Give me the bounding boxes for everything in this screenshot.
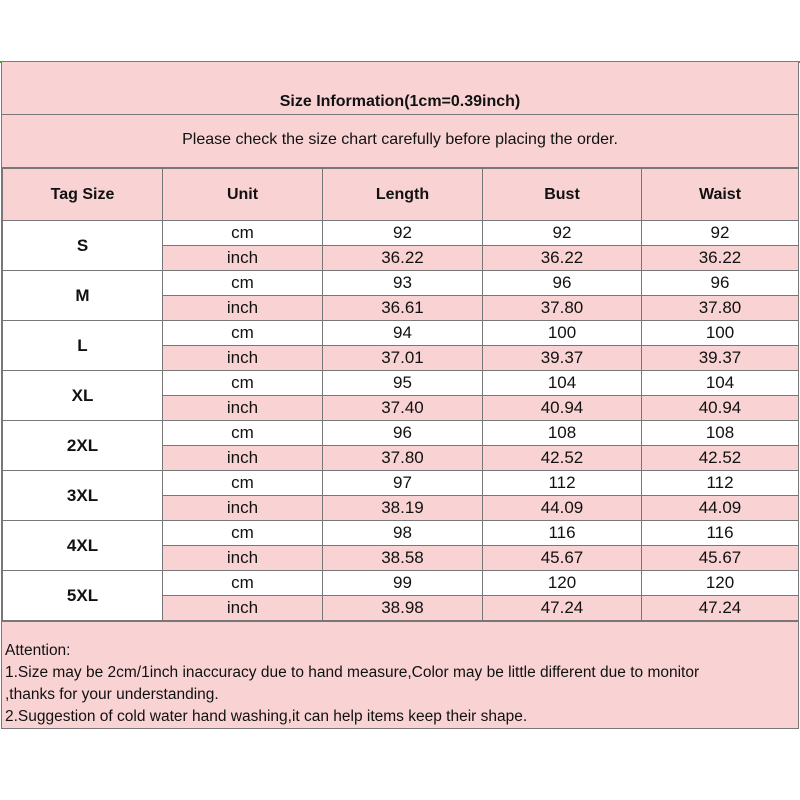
length-cell: 36.22 — [323, 246, 483, 271]
tag-size-cell: M — [3, 271, 163, 321]
bust-cell: 36.22 — [483, 246, 642, 271]
unit-cell: inch — [163, 446, 323, 471]
bust-cell: 104 — [483, 371, 642, 396]
waist-cell: 120 — [642, 571, 799, 596]
table-row — [3, 421, 799, 446]
length-cell: 38.98 — [323, 596, 483, 621]
attention-line: 1.Size may be 2cm/1inch inaccuracy due to hand measure,Color may be little different due to monitor — [5, 664, 700, 681]
waist-cell: 116 — [642, 521, 799, 546]
unit-cell: inch — [163, 346, 323, 371]
bust-cell: 47.24 — [483, 596, 642, 621]
waist-cell: 37.80 — [642, 296, 799, 321]
waist-cell: 112 — [642, 471, 799, 496]
length-cell: 37.80 — [323, 446, 483, 471]
waist-cell: 47.24 — [642, 596, 799, 621]
waist-cell: 100 — [642, 321, 799, 346]
bust-cell: 108 — [483, 421, 642, 446]
tag-size-cell: 5XL — [3, 571, 163, 621]
bust-cell: 112 — [483, 471, 642, 496]
bust-cell: 116 — [483, 521, 642, 546]
bust-cell: 39.37 — [483, 346, 642, 371]
waist-cell: 40.94 — [642, 396, 799, 421]
table-row — [3, 371, 799, 396]
title-band — [2, 62, 798, 115]
bust-cell: 37.80 — [483, 296, 642, 321]
length-cell: 94 — [323, 321, 483, 346]
unit-cell: cm — [163, 371, 323, 396]
bust-cell: 40.94 — [483, 396, 642, 421]
bust-cell: 100 — [483, 321, 642, 346]
waist-cell: 96 — [642, 271, 799, 296]
table-row — [3, 571, 799, 596]
unit-cell: inch — [163, 246, 323, 271]
waist-cell: 45.67 — [642, 546, 799, 571]
tag-size-cell: 3XL — [3, 471, 163, 521]
table-row — [3, 321, 799, 346]
length-cell: 99 — [323, 571, 483, 596]
unit-cell: cm — [163, 321, 323, 346]
unit-cell: cm — [163, 571, 323, 596]
waist-cell: 104 — [642, 371, 799, 396]
size-table — [2, 168, 799, 621]
table-row — [3, 471, 799, 496]
length-cell: 98 — [323, 521, 483, 546]
waist-cell: 39.37 — [642, 346, 799, 371]
bust-cell: 44.09 — [483, 496, 642, 521]
length-cell: 36.61 — [323, 296, 483, 321]
page-title: Size Information(1cm=0.39inch) — [279, 93, 521, 110]
header-bust: Bust — [483, 169, 642, 221]
bust-cell: 96 — [483, 271, 642, 296]
table-header-row — [3, 169, 799, 221]
bust-cell: 42.52 — [483, 446, 642, 471]
table-row — [3, 271, 799, 296]
length-cell: 38.19 — [323, 496, 483, 521]
waist-cell: 92 — [642, 221, 799, 246]
attention-heading: Attention: — [5, 642, 71, 659]
unit-cell: cm — [163, 471, 323, 496]
length-cell: 37.01 — [323, 346, 483, 371]
waist-cell: 42.52 — [642, 446, 799, 471]
bust-cell: 120 — [483, 571, 642, 596]
length-cell: 95 — [323, 371, 483, 396]
unit-cell: inch — [163, 296, 323, 321]
attention-line: 2.Suggestion of cold water hand washing,it can help items keep their shape. — [5, 708, 528, 725]
top-margin — [0, 0, 800, 62]
attention-line: ,thanks for your understanding. — [5, 686, 219, 703]
size-chart-sheet — [1, 62, 799, 729]
length-cell: 93 — [323, 271, 483, 296]
tag-size-cell: S — [3, 221, 163, 271]
unit-cell: inch — [163, 396, 323, 421]
length-cell: 97 — [323, 471, 483, 496]
unit-cell: cm — [163, 521, 323, 546]
waist-cell: 44.09 — [642, 496, 799, 521]
tag-size-cell: 4XL — [3, 521, 163, 571]
note-band — [2, 115, 798, 168]
unit-cell: cm — [163, 421, 323, 446]
header-tag-size: Tag Size — [3, 169, 163, 221]
table-row — [3, 221, 799, 246]
tag-size-cell: L — [3, 321, 163, 371]
unit-cell: cm — [163, 271, 323, 296]
length-cell: 38.58 — [323, 546, 483, 571]
tag-size-cell: XL — [3, 371, 163, 421]
unit-cell: inch — [163, 596, 323, 621]
length-cell: 37.40 — [323, 396, 483, 421]
unit-cell: inch — [163, 546, 323, 571]
header-unit: Unit — [163, 169, 323, 221]
attention-box — [2, 621, 798, 729]
bust-cell: 45.67 — [483, 546, 642, 571]
size-note: Please check the size chart carefully before placing the order. — [182, 131, 618, 148]
waist-cell: 36.22 — [642, 246, 799, 271]
header-length: Length — [323, 169, 483, 221]
tag-size-cell: 2XL — [3, 421, 163, 471]
bust-cell: 92 — [483, 221, 642, 246]
waist-cell: 108 — [642, 421, 799, 446]
unit-cell: inch — [163, 496, 323, 521]
unit-cell: cm — [163, 221, 323, 246]
header-waist: Waist — [642, 169, 799, 221]
length-cell: 92 — [323, 221, 483, 246]
length-cell: 96 — [323, 421, 483, 446]
table-row — [3, 521, 799, 546]
